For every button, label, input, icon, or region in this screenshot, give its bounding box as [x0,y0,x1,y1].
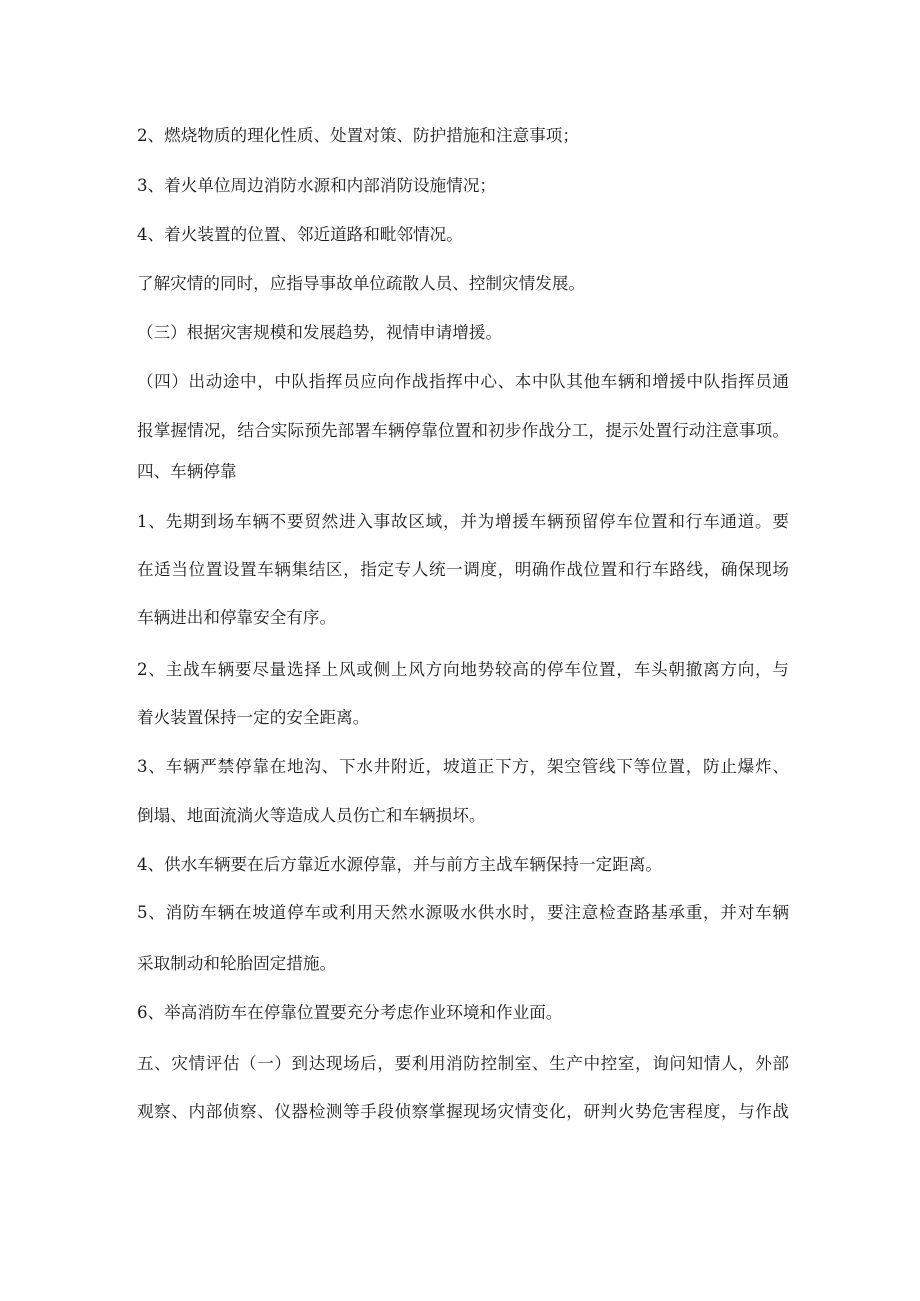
text-line: （三）根据灾害规模和发展趋势，视情申请增援。 [137,323,503,342]
text-line: 车辆进出和停靠安全有序。 [137,608,337,627]
section-heading: 四、车辆停靠 [137,462,237,481]
text-line: 5、消防车辆在坡道停车或利用天然水源吸水供水时，要注意检查路基承重，并对车辆 [137,903,789,922]
text-line: 2、燃烧物质的理化性质、处置对策、防护措施和注意事项； [137,126,579,145]
text-line: 报掌握情况，结合实际预先部署车辆停靠位置和初步作战分工，提示处置行动注意事项。 [137,421,789,440]
text-line: 4、着火装置的位置、邻近道路和毗邻情况。 [137,225,463,244]
text-line: 在适当位置设置车辆集结区，指定专人统一调度，明确作战位置和行车路线，确保现场 [137,560,789,579]
text-line: 6、举高消防车在停靠位置要充分考虑作业环境和作业面。 [137,1003,563,1022]
text-line: 3、车辆严禁停靠在地沟、下水井附近，坡道正下方，架空管线下等位置，防止爆炸、 [137,757,789,776]
text-line: 采取制动和轮胎固定措施。 [137,954,337,973]
text-line: 倒塌、地面流淌火等造成人员伤亡和车辆损坏。 [137,806,486,825]
text-line: 1、先期到场车辆不要贸然进入事故区域，并为增援车辆预留停车位置和行车通道。要 [137,512,789,531]
text-line: （四）出动途中，中队指挥员应向作战指挥中心、本中队其他车辆和增援中队指挥员通 [137,372,789,391]
text-line: 2、主战车辆要尽量选择上风或侧上风方向地势较高的停车位置，车头朝撤离方向，与 [137,660,789,679]
section-heading: 五、灾情评估（一）到达现场后，要利用消防控制室、生产中控室，询问知情人，外部 [137,1054,789,1073]
text-line: 了解灾情的同时，应指导事故单位疏散人员、控制灾情发展。 [137,274,586,293]
text-line: 观察、内部侦察、仪器检测等手段侦察掌握现场灾情变化，研判火势危害程度，与作战 [137,1102,789,1121]
text-line: 4、供水车辆要在后方靠近水源停靠，并与前方主战车辆保持一定距离。 [137,855,662,874]
text-line: 3、着火单位周边消防水源和内部消防设施情况； [137,176,497,195]
text-line: 着火装置保持一定的安全距离。 [137,708,370,727]
